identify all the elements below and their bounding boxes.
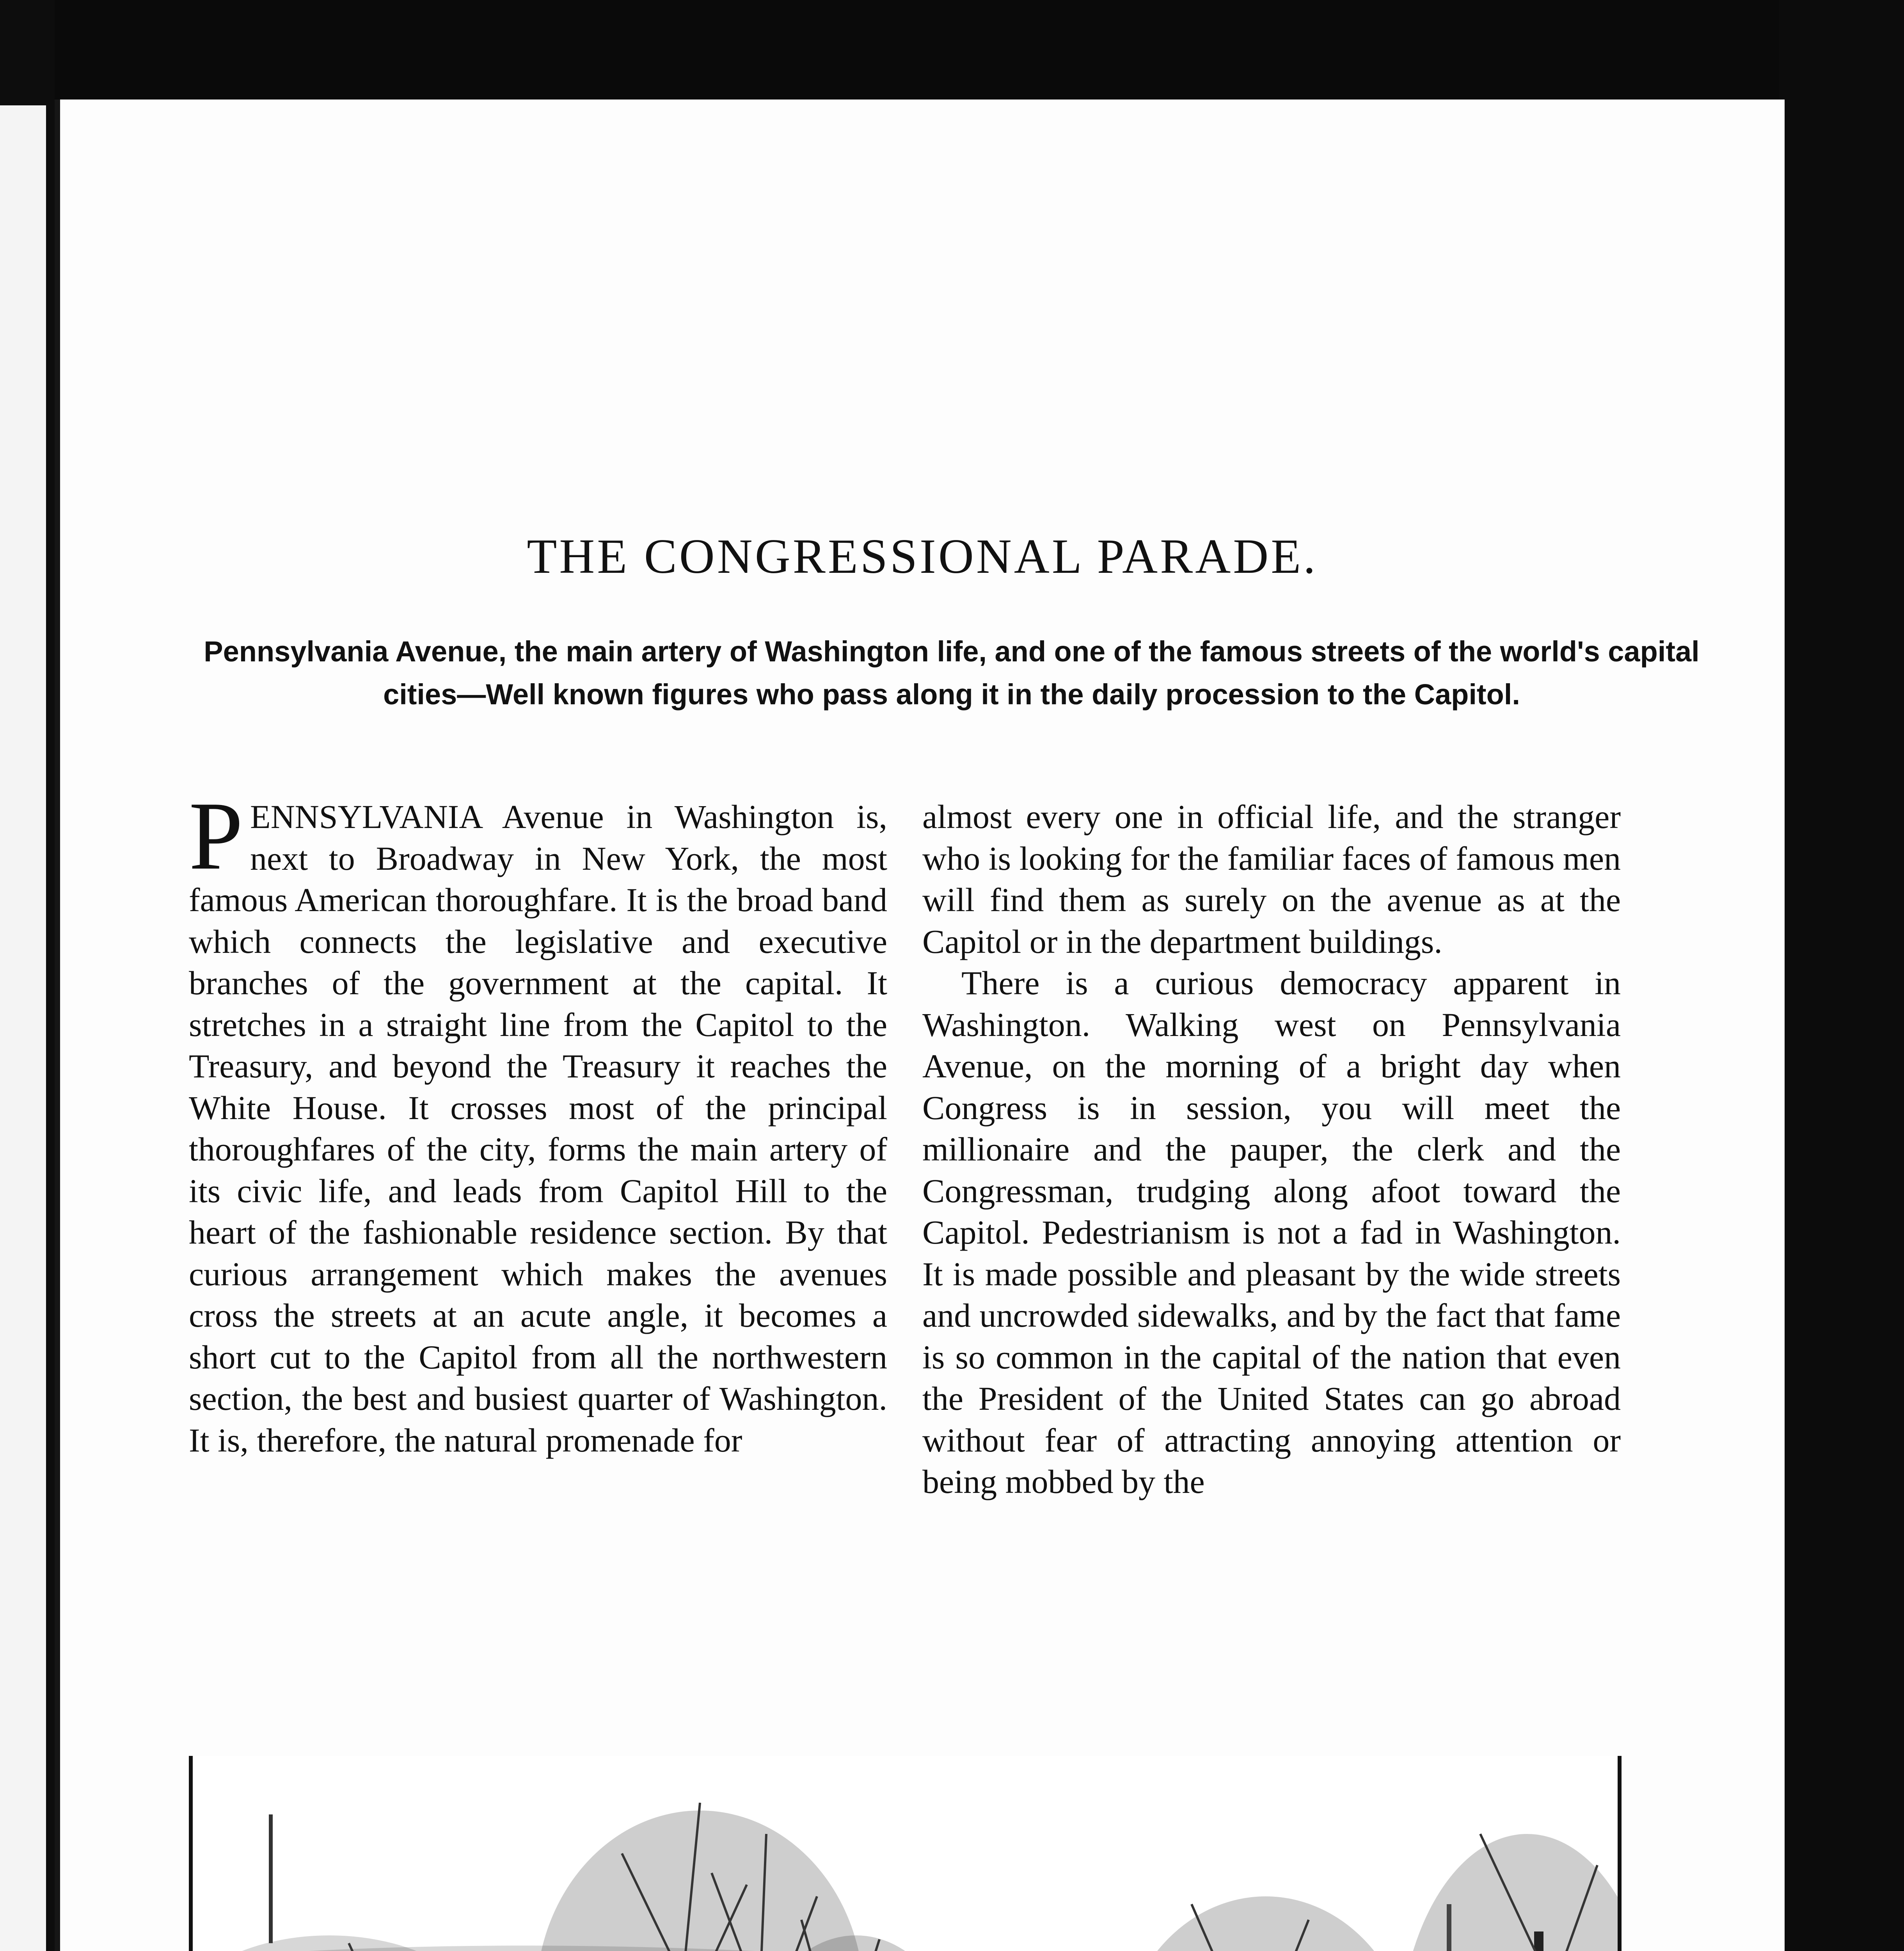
drop-cap: P: [189, 782, 243, 890]
article-title: THE CONGRESSIONAL PARADE.: [527, 530, 1318, 584]
paragraph: [189, 782, 887, 1461]
paragraph-text: ENNSYLVANIA Avenue in Washington is, next to Broadway in New York, the most famous American thoroughfare. It is the broad band which connects the legislative and executive branches of the government at the capital. It stretches in a straight line from the Capitol to the Treasury, and beyond the Treasury it reaches the White House. It crosses most of the principal thoroughfares of the city, forms the main artery of its civic life, and leads from Capitol Hill to the heart of the fashionable residence section. By that curious arrangement which makes the avenues cross the streets at an acute angle, it becomes a short cut to the Capitol from all the northwestern section, the best and busiest quarter of Washington. It is, therefore, the natural promenade for: [189, 798, 887, 1459]
capitol-terrace-illustration: [189, 1756, 1622, 1951]
article-subtitle: Pennsylvania Avenue, the main artery of Washington life, and one of the famous streets of the world's capital cities—Well known figures who pass along it in the daily procession to the Capitol.: [204, 635, 1700, 711]
paragraph: almost every one in official life, and the stranger who is looking for the familiar faces of famous men will find them as surely on the avenue as at the Capitol or in the department buildings.: [922, 798, 1621, 960]
paragraph: There is a curious democracy apparent in Washington. Walking west on Pennsylvania Avenue, on the morning of a bright day when Congress is in session, you will meet the millionaire and the pauper, the clerk and the Congressman, trudging along afoot toward the Capitol. Pedestrianism is not a fad in Washington. It is made possible and pleasant by the wide streets and uncrowded sidewalks, and by the fact that fame is so common in the capital of the nation that even the President of the United States can go abroad without fear of attracting annoying attention or being mobbed by the: [922, 964, 1621, 1500]
text-column-left: [189, 782, 887, 1461]
scan-border-right: [1779, 0, 1904, 1951]
facing-page-edge: [0, 105, 46, 1951]
magazine-page: [55, 100, 1785, 1951]
text-column-right: [922, 796, 1621, 1503]
